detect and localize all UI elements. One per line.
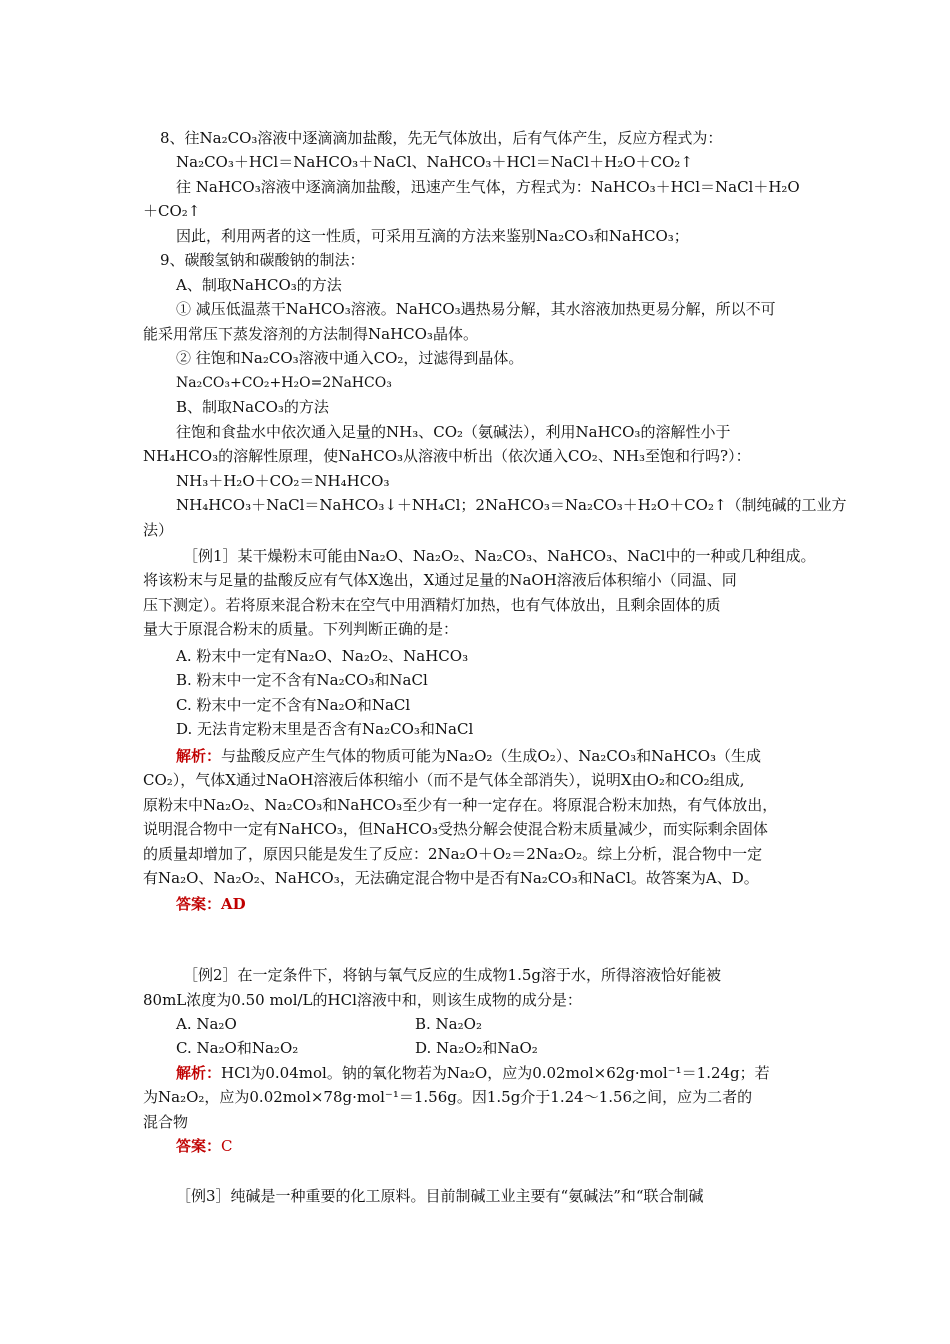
option-b: B. 粉末中一定不含有Na₂CO₃和NaCl [176, 671, 428, 689]
text-line: 80mL浓度为0.50 mol/L的HCl溶液中和，则该生成物的成分是： [143, 991, 582, 1009]
answer-line: 答案：C [176, 1137, 233, 1155]
analysis-line: 解析：与盐酸反应产生气体的物质可能为Na₂O₂（生成O₂）、Na₂CO₃和NaHCO₃（生成 [176, 747, 762, 765]
text-line: CO₂），气体X通过NaOH溶液后体积缩小（而不是气体全部消失），说明X由O₂和CO₂组成, [143, 771, 745, 789]
text-line: 8、往Na₂CO₃溶液中逐滴滴加盐酸，先无气体放出，后有气体产生，反应方程式为： [160, 129, 723, 147]
text-line: 说明混合物中一定有NaHCO₃，但NaHCO₃受热分解会使混合粉末质量减少，而实际剩余固体 [143, 820, 768, 838]
text-line: 原粉末中Na₂O₂、Na₂CO₃和NaHCO₃至少有一种一定存在。将原混合粉末加热，有气体放出， [143, 796, 778, 814]
option-row [176, 1012, 841, 1036]
option-b: B. Na₂O₂ [415, 1015, 482, 1033]
text-line: 为Na₂O₂，应为0.02mol×78g·mol⁻¹＝1.56g。因1.5g介于1.24～1.56之间，应为二者的 [143, 1088, 753, 1106]
option-c: C. Na₂O和Na₂O₂ [176, 1039, 299, 1057]
example-1-question: ［例1］某干燥粉末可能由Na₂O、Na₂O₂、Na₂CO₃、NaHCO₃、NaCl中的一种或几种组成。 [183, 547, 816, 565]
text-line: B、制取NaCO₃的方法 [176, 398, 329, 416]
text-line: 法） [143, 521, 174, 539]
equation-line: NH₄HCO₃＋NaCl＝NaHCO₃↓＋NH₄Cl；2NaHCO₃＝Na₂CO₃＋H₂O＋CO₂↑（制纯碱的工业方 [176, 496, 847, 514]
text-line: 因此，利用两者的这一性质，可采用互滴的方法来鉴别Na₂CO₃和NaHCO₃； [176, 227, 689, 245]
text-line: Na₂CO₃＋HCl＝NaHCO₃＋NaCl、NaHCO₃＋HCl＝NaCl＋H₂O＋CO₂↑ [176, 153, 693, 171]
equation-line: NH₃＋H₂O＋CO₂＝NH₄HCO₃ [176, 472, 390, 490]
equation-line: Na₂CO₃+CO₂+H₂O=2NaHCO₃ [176, 375, 392, 391]
example-3-question: ［例3］纯碱是一种重要的化工原料。目前制碱工业主要有“氨碱法”和“联合制碱 [176, 1187, 704, 1205]
example-2-question: ［例2］在一定条件下，将钠与氧气反应的生成物1.5g溶于水，所得溶液恰好能被 [183, 966, 722, 984]
text-line: 往 NaHCO₃溶液中逐滴滴加盐酸，迅速产生气体，方程式为：NaHCO₃＋HCl＝NaCl＋H₂O [176, 178, 800, 196]
analysis-line: 解析：HCl为0.04mol。钠的氧化物若为Na₂O，应为0.02mol×62g·mol⁻¹＝1.24g；若 [176, 1064, 770, 1082]
option-d: D. Na₂O₂和NaO₂ [415, 1039, 538, 1057]
text-line: 往饱和食盐水中依次通入足量的NH₃、CO₂（氨碱法），利用NaHCO₃的溶解性小于 [176, 423, 731, 441]
answer-label: 答案： [176, 895, 222, 913]
option-a: A. 粉末中一定有Na₂O、Na₂O₂、NaHCO₃ [176, 647, 469, 665]
text-line: 9、碳酸氢钠和碳酸钠的制法： [160, 251, 365, 269]
text-line: 将该粉末与足量的盐酸反应有气体X逸出，X通过足量的NaOH溶液后体积缩小（同温、同 [143, 571, 737, 589]
option-c: C. 粉末中一定不含有Na₂O和NaCl [176, 696, 411, 714]
analysis-label: 解析： [176, 747, 222, 765]
answer-line: 答案：AD [176, 895, 246, 913]
text-line: ＋CO₂↑ [143, 202, 201, 220]
text-line: 量大于原混合粉末的质量。下列判断正确的是： [143, 620, 459, 638]
text-line: 的质量却增加了，原因只能是发生了反应：2Na₂O＋O₂＝2Na₂O₂。综上分析，混合物中一定 [143, 845, 763, 863]
text-line: ① 减压低温蒸干NaHCO₃溶液。NaHCO₃遇热易分解，其水溶液加热更易分解，所以不可 [176, 300, 776, 318]
option-row [176, 1036, 841, 1060]
text-line: 压下测定）。若将原来混合粉末在空气中用酒精灯加热，也有气体放出，且剩余固体的质 [143, 596, 721, 614]
text-line: 能采用常压下蒸发溶剂的方法制得NaHCO₃晶体。 [143, 325, 478, 343]
text-line: 混合物 [143, 1113, 189, 1131]
text-line: A、制取NaHCO₃的方法 [176, 276, 342, 294]
text-line: ② 往饱和Na₂CO₃溶液中通入CO₂，过滤得到晶体。 [176, 349, 524, 367]
text-line: 有Na₂O、Na₂O₂、NaHCO₃，无法确定混合物中是否有Na₂CO₃和NaCl。故答案为A、D。 [143, 869, 759, 887]
option-d: D. 无法肯定粉末里是否含有Na₂CO₃和NaCl [176, 720, 474, 738]
text-line: NH₄HCO₃的溶解性原理，使NaHCO₃从溶液中析出（依次通入CO₂、NH₃至饱和行吗?）： [143, 447, 751, 465]
option-a: A. Na₂O [176, 1015, 237, 1033]
analysis-label: 解析： [176, 1064, 222, 1082]
answer-label: 答案： [176, 1137, 222, 1155]
